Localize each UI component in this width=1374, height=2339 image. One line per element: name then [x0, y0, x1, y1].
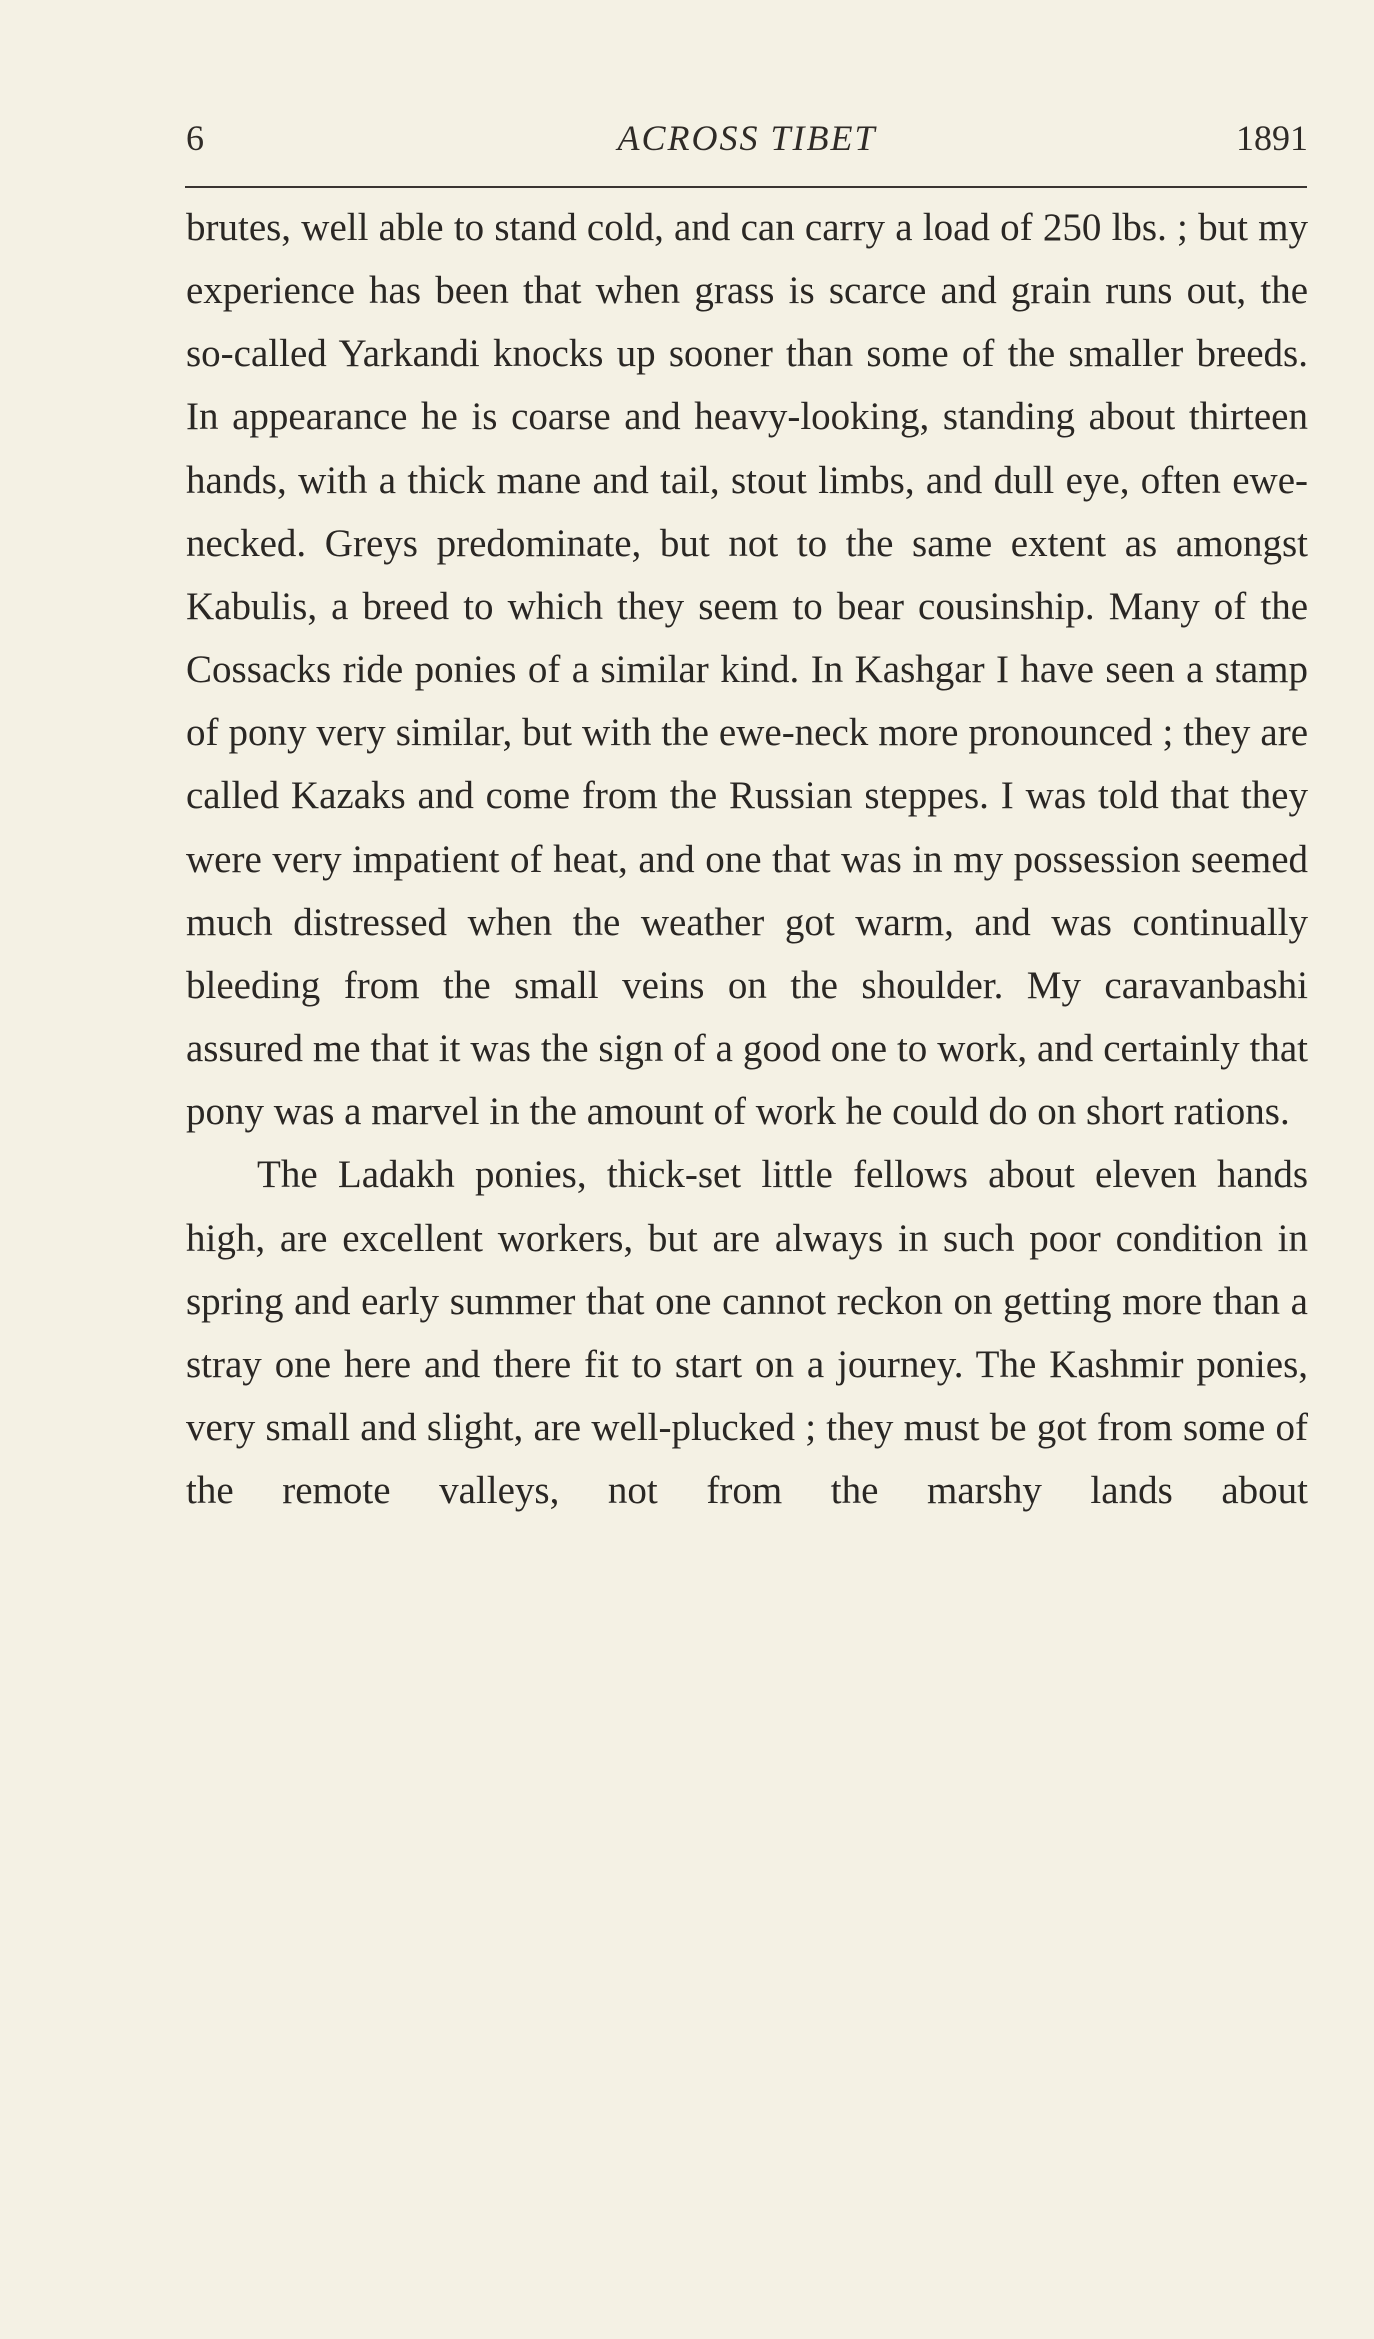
paragraph-ladakh-ponies: The Ladakh ponies, thick-set little fellows about eleven hands high, are excellent workers, but are always in such poor condition in spring and early summer that one cannot reckon on getting more than a stray one here and there fit to start on a journey. The Kashmir ponies, very small and slight, are well-plucked ; they must be got from some of the remote valleys, not from the marshy lands about: [186, 1153, 1308, 1513]
paragraph-continued: brutes, well able to stand cold, and can carry a load of 250 lbs. ; but my experience has been that when grass is scarce and grain runs out, the so-called Yarkandi knocks up sooner than some of the smaller breeds. In appearance he is coarse and heavy-looking, standing about thirteen hands, with a thick mane and tail, stout limbs, and dull eye, often ewe-necked. Greys predominate, but not to the same extent as amongst Kabulis, a breed to which they seem to bear cousinship. Many of the Cossacks ride ponies of a similar kind. In Kashgar I have seen a stamp of pony very similar, but with the ewe-neck more pronounced ; they are called Kazaks and come from the Russian steppes. I was told that they were very impatient of heat, and one that was in my possession seemed much distressed when the weather got warm, and was continually bleeding from the small veins on the shoulder. My caravanbashi assured me that it was the sign of a good one to work, and certainly that pony was a marvel in the amount of work he could do on short rations.: [186, 206, 1308, 1134]
page-number: 6: [186, 118, 204, 158]
header-rule: [185, 186, 1307, 188]
body-text: [186, 196, 1308, 1522]
running-head: [186, 112, 1308, 164]
year: 1891: [1236, 118, 1308, 158]
running-title: ACROSS TIBET: [617, 118, 877, 158]
